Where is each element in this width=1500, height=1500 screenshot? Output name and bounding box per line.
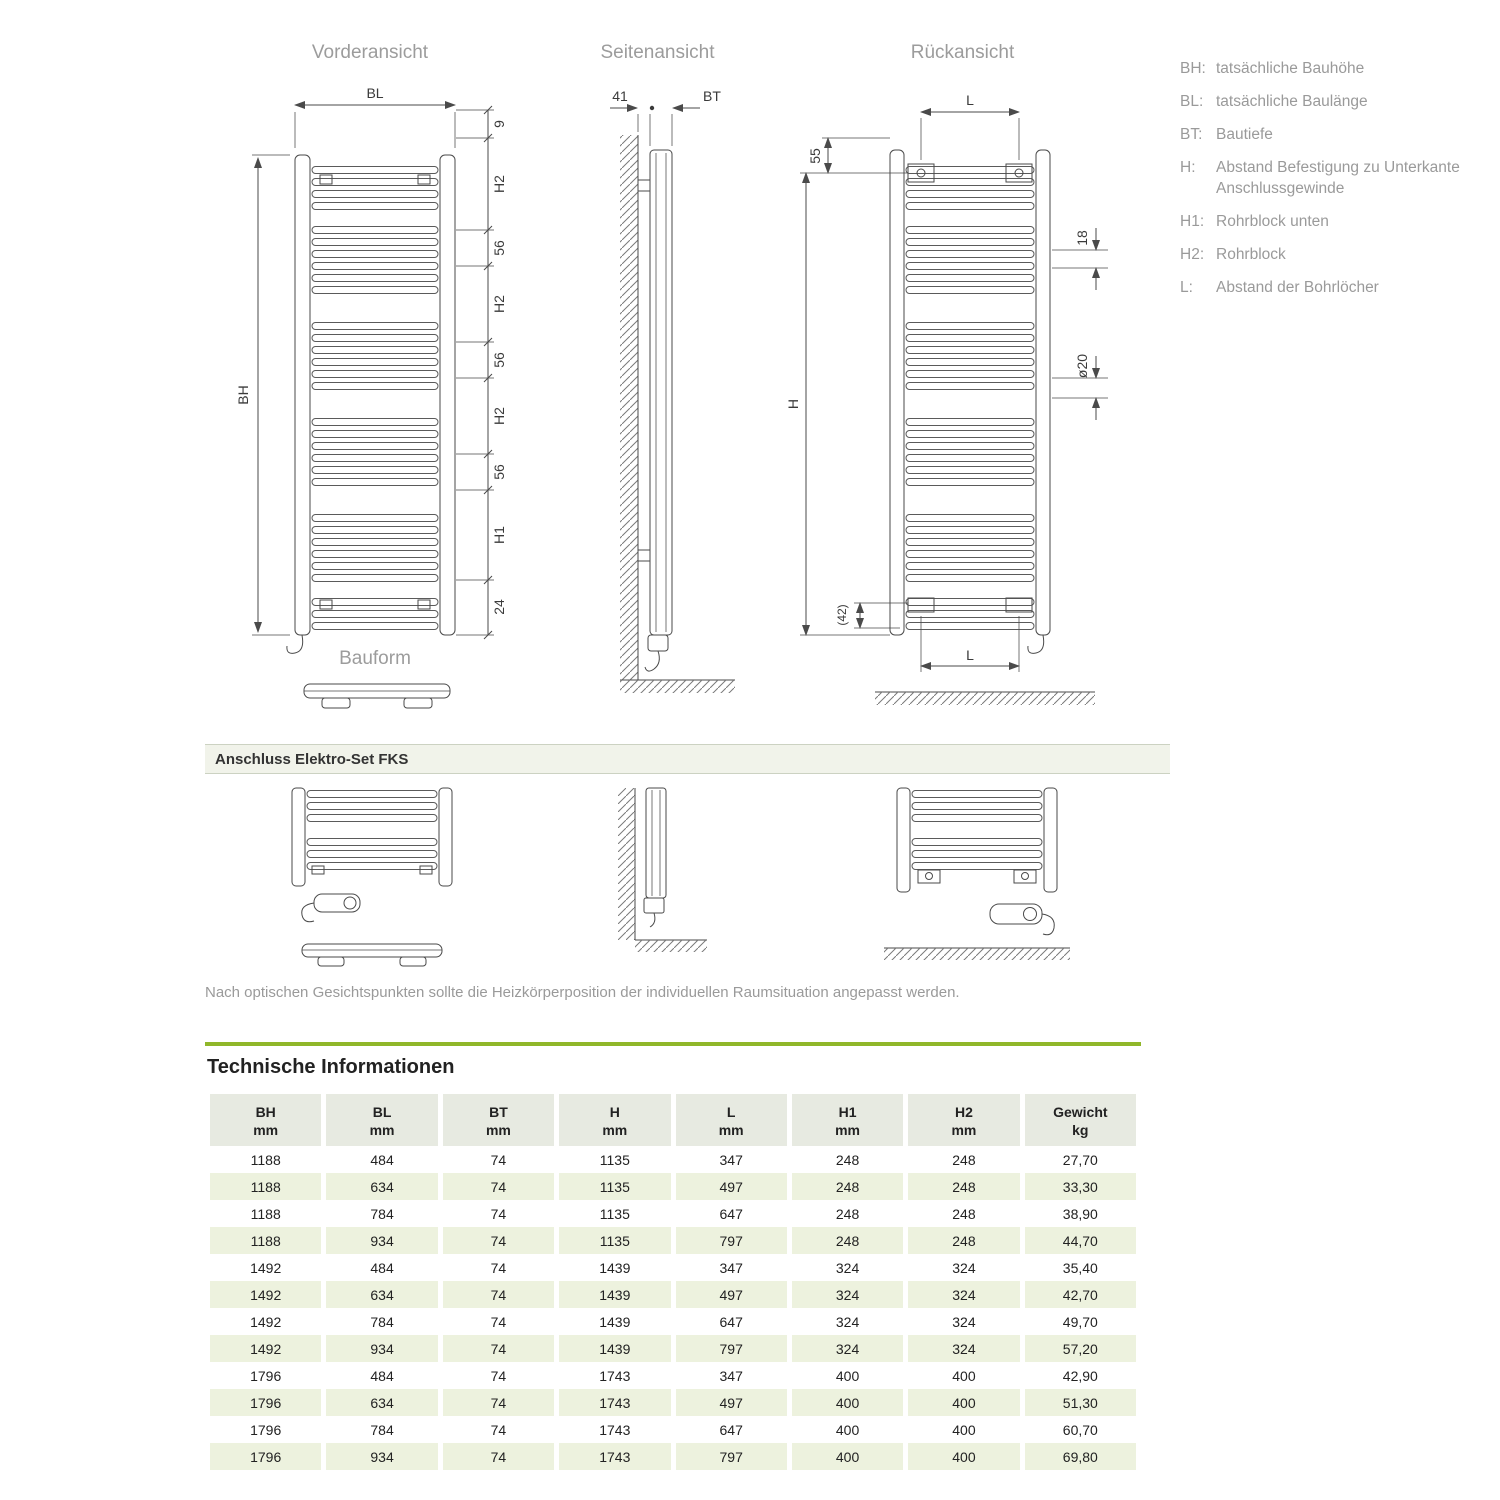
- table-cell: 1743: [599, 1421, 631, 1438]
- legend-text: Abstand Befestigung zu Unterkante Anschlussgewinde: [1216, 159, 1460, 197]
- table-cell: 1796: [250, 1421, 282, 1438]
- table-cell: 400: [835, 1367, 860, 1384]
- legend-item: [1180, 157, 1490, 199]
- table-cell: 74: [490, 1367, 507, 1384]
- technical-info-title: Technische Informationen: [207, 1056, 455, 1078]
- column-header-gewicht: Gewicht kg: [1025, 1094, 1136, 1146]
- legend-text: Bautiefe: [1216, 126, 1273, 143]
- bauform-label: Bauform: [339, 648, 411, 669]
- legend-key: BL:: [1180, 93, 1204, 110]
- table-row: [210, 1308, 1136, 1335]
- dim-label-55: 55: [807, 148, 823, 164]
- dim-label-h2: H2: [491, 295, 507, 313]
- table-cell: 784: [370, 1205, 394, 1222]
- table-cell: 324: [835, 1259, 860, 1276]
- column-header-h1: H1 mm: [792, 1094, 903, 1146]
- table-cell: 324: [908, 1335, 1019, 1362]
- table-cell: 57,20: [1025, 1335, 1136, 1362]
- side-view-drawing: [590, 80, 750, 700]
- legend-key: BT:: [1180, 126, 1203, 143]
- legend-text: tatsächliche Bauhöhe: [1216, 60, 1365, 77]
- table-row: [210, 1389, 1136, 1416]
- table-cell: 400: [952, 1367, 976, 1384]
- table-cell: 248: [792, 1173, 903, 1200]
- table-cell: 74: [443, 1443, 554, 1470]
- table-cell: 484: [370, 1259, 394, 1276]
- table-cell: 497: [676, 1173, 787, 1200]
- section-divider: [205, 1042, 1141, 1046]
- table-cell: 934: [326, 1443, 437, 1470]
- table-cell: 42,90: [1062, 1367, 1098, 1384]
- table-cell: 74: [490, 1151, 507, 1168]
- fks-front-drawing: [272, 788, 472, 978]
- table-cell: 1188: [210, 1173, 321, 1200]
- table-cell: 324: [792, 1281, 903, 1308]
- table-cell: 33,30: [1025, 1173, 1136, 1200]
- table-body: [210, 1146, 1136, 1470]
- side-view-title: Seitenansicht: [600, 42, 715, 63]
- table-cell: 1135: [559, 1173, 670, 1200]
- table-row: [210, 1335, 1136, 1362]
- legend-item: [1180, 244, 1490, 265]
- dim-label-18: 18: [1074, 230, 1090, 246]
- table-cell: 42,70: [1025, 1281, 1136, 1308]
- table-cell: 44,70: [1025, 1227, 1136, 1254]
- table-cell: 248: [908, 1173, 1019, 1200]
- dim-label-bt: BT: [703, 88, 721, 104]
- table-cell: 1188: [250, 1205, 281, 1222]
- table-row: [210, 1416, 1136, 1443]
- column-header-h: H mm: [559, 1094, 670, 1146]
- dim-label-bh: BH: [235, 385, 251, 405]
- table-cell: 74: [490, 1421, 507, 1438]
- table-cell: 497: [676, 1281, 787, 1308]
- dim-label-56: 56: [491, 352, 507, 368]
- table-row: [210, 1362, 1136, 1389]
- table-cell: 1796: [210, 1443, 321, 1470]
- dim-label-h2: H2: [491, 175, 507, 193]
- legend-key: L:: [1180, 279, 1193, 296]
- table-cell: 1492: [250, 1259, 282, 1276]
- table-cell: 347: [719, 1151, 743, 1168]
- table-header-row: [210, 1094, 1136, 1146]
- anschluss-title: Anschluss Elektro-Set FKS: [215, 750, 409, 768]
- table-cell: 484: [370, 1367, 394, 1384]
- table-cell: 784: [370, 1421, 394, 1438]
- table-row: [210, 1173, 1136, 1200]
- table-cell: 248: [952, 1151, 976, 1168]
- rear-view-drawing: [785, 80, 1120, 720]
- fks-rear-drawing: [872, 788, 1082, 978]
- technical-table: [205, 1094, 1141, 1470]
- table-cell: 324: [792, 1335, 903, 1362]
- column-header-l: L mm: [676, 1094, 787, 1146]
- table-row: [210, 1254, 1136, 1281]
- table-cell: 1439: [559, 1335, 670, 1362]
- table-cell: 1188: [250, 1151, 281, 1168]
- position-note: Nach optischen Gesichtspunkten sollte die Heizkörperposition der individuellen Raumsituation angepasst werden.: [205, 984, 960, 1001]
- table-cell: 74: [490, 1313, 507, 1330]
- table-cell: 74: [443, 1281, 554, 1308]
- table-cell: 27,70: [1062, 1151, 1098, 1168]
- table-cell: 1492: [210, 1281, 321, 1308]
- table-row: [210, 1227, 1136, 1254]
- legend-key: H1:: [1180, 213, 1205, 230]
- table-cell: 934: [326, 1335, 437, 1362]
- front-view-title: Vorderansicht: [311, 42, 429, 63]
- table-cell: 1743: [599, 1367, 631, 1384]
- column-header-bh: BH mm: [210, 1094, 321, 1146]
- table-cell: 1743: [559, 1389, 670, 1416]
- legend-item: [1180, 211, 1490, 232]
- table-cell: 74: [490, 1259, 507, 1276]
- legend-key: H:: [1180, 159, 1196, 176]
- table-cell: 797: [676, 1227, 787, 1254]
- table-cell: 497: [676, 1389, 787, 1416]
- table-cell: 248: [835, 1205, 860, 1222]
- dim-label-l-bottom: L: [966, 647, 974, 663]
- table-cell: 324: [952, 1259, 976, 1276]
- dim-label-o20: ø20: [1074, 353, 1090, 379]
- legend-item: [1180, 58, 1490, 79]
- fks-side-drawing: [602, 788, 712, 978]
- table-cell: 400: [952, 1421, 976, 1438]
- table-cell: 934: [326, 1227, 437, 1254]
- anschluss-band: [205, 744, 1170, 774]
- table-cell: 248: [952, 1205, 976, 1222]
- dim-label-56: 56: [491, 240, 507, 256]
- table-cell: 797: [676, 1443, 787, 1470]
- table-cell: 1135: [559, 1227, 670, 1254]
- column-header-bl: BL mm: [326, 1094, 437, 1146]
- table-cell: 1135: [599, 1151, 630, 1168]
- table-cell: 400: [908, 1443, 1019, 1470]
- table-cell: 1439: [599, 1259, 631, 1276]
- table-cell: 400: [908, 1389, 1019, 1416]
- table-cell: 347: [719, 1367, 743, 1384]
- legend-text: Rohrblock unten: [1216, 213, 1329, 230]
- table-cell: 35,40: [1062, 1259, 1098, 1276]
- front-view-drawing: [230, 80, 530, 640]
- table-cell: 1492: [250, 1313, 282, 1330]
- dim-label-42: (42): [835, 604, 849, 626]
- table-cell: 647: [719, 1313, 743, 1330]
- table-cell: 647: [719, 1205, 743, 1222]
- dim-label-h: H: [785, 398, 801, 410]
- table-cell: 1492: [210, 1335, 321, 1362]
- rear-view-title: Rückansicht: [910, 42, 1015, 63]
- legend-item: [1180, 277, 1490, 298]
- dim-label-41: 41: [612, 88, 628, 104]
- legend-text: Rohrblock: [1216, 246, 1286, 263]
- table-cell: 324: [835, 1313, 860, 1330]
- column-header-bt: BT mm: [443, 1094, 554, 1146]
- table-cell: 400: [792, 1389, 903, 1416]
- dim-label-24: 24: [491, 599, 507, 615]
- table-cell: 634: [326, 1389, 437, 1416]
- table-cell: 248: [908, 1227, 1019, 1254]
- dim-label-h2: H2: [491, 407, 507, 425]
- table-head: [210, 1094, 1136, 1146]
- table-cell: 74: [443, 1227, 554, 1254]
- table-row: [210, 1200, 1136, 1227]
- table-cell: 1743: [559, 1443, 670, 1470]
- table-cell: 1796: [250, 1367, 282, 1384]
- table-cell: 400: [835, 1421, 860, 1438]
- table-cell: 1188: [210, 1227, 321, 1254]
- table-cell: 1439: [559, 1281, 670, 1308]
- table-cell: 400: [792, 1443, 903, 1470]
- legend: [1180, 58, 1490, 310]
- bauform-drawing: [292, 674, 462, 724]
- table-cell: 647: [719, 1421, 743, 1438]
- dim-label-h1: H1: [491, 526, 507, 544]
- table-cell: 784: [370, 1313, 394, 1330]
- table-cell: 248: [792, 1227, 903, 1254]
- table-cell: 324: [952, 1313, 976, 1330]
- dim-label-l-top: L: [966, 92, 974, 108]
- column-header-h2: H2 mm: [908, 1094, 1019, 1146]
- table-row: [210, 1146, 1136, 1173]
- table-cell: 60,70: [1062, 1421, 1098, 1438]
- table-cell: 51,30: [1025, 1389, 1136, 1416]
- table-cell: 1796: [210, 1389, 321, 1416]
- table-cell: 248: [835, 1151, 860, 1168]
- table-cell: 324: [908, 1281, 1019, 1308]
- table-cell: 74: [443, 1335, 554, 1362]
- table-cell: 1439: [599, 1313, 631, 1330]
- table-cell: 74: [443, 1389, 554, 1416]
- legend-key: BH:: [1180, 60, 1206, 77]
- dim-label-56: 56: [491, 464, 507, 480]
- table-cell: 634: [326, 1173, 437, 1200]
- table-cell: 49,70: [1062, 1313, 1098, 1330]
- table-cell: 484: [370, 1151, 394, 1168]
- table-cell: 74: [490, 1205, 507, 1222]
- table-cell: 69,80: [1025, 1443, 1136, 1470]
- legend-text: Abstand der Bohrlöcher: [1216, 279, 1379, 296]
- dim-label-bl: BL: [366, 85, 384, 101]
- legend-item: [1180, 124, 1490, 145]
- dim-label-9: 9: [491, 120, 507, 128]
- table-cell: 797: [676, 1335, 787, 1362]
- table-cell: 1135: [599, 1205, 630, 1222]
- table-cell: 38,90: [1062, 1205, 1098, 1222]
- table-cell: 347: [719, 1259, 743, 1276]
- table-cell: 74: [443, 1173, 554, 1200]
- legend-text: tatsächliche Baulänge: [1216, 93, 1368, 110]
- table-row: [210, 1443, 1136, 1470]
- legend-item: [1180, 91, 1490, 112]
- legend-key: H2:: [1180, 246, 1205, 263]
- table-cell: 634: [326, 1281, 437, 1308]
- table-row: [210, 1281, 1136, 1308]
